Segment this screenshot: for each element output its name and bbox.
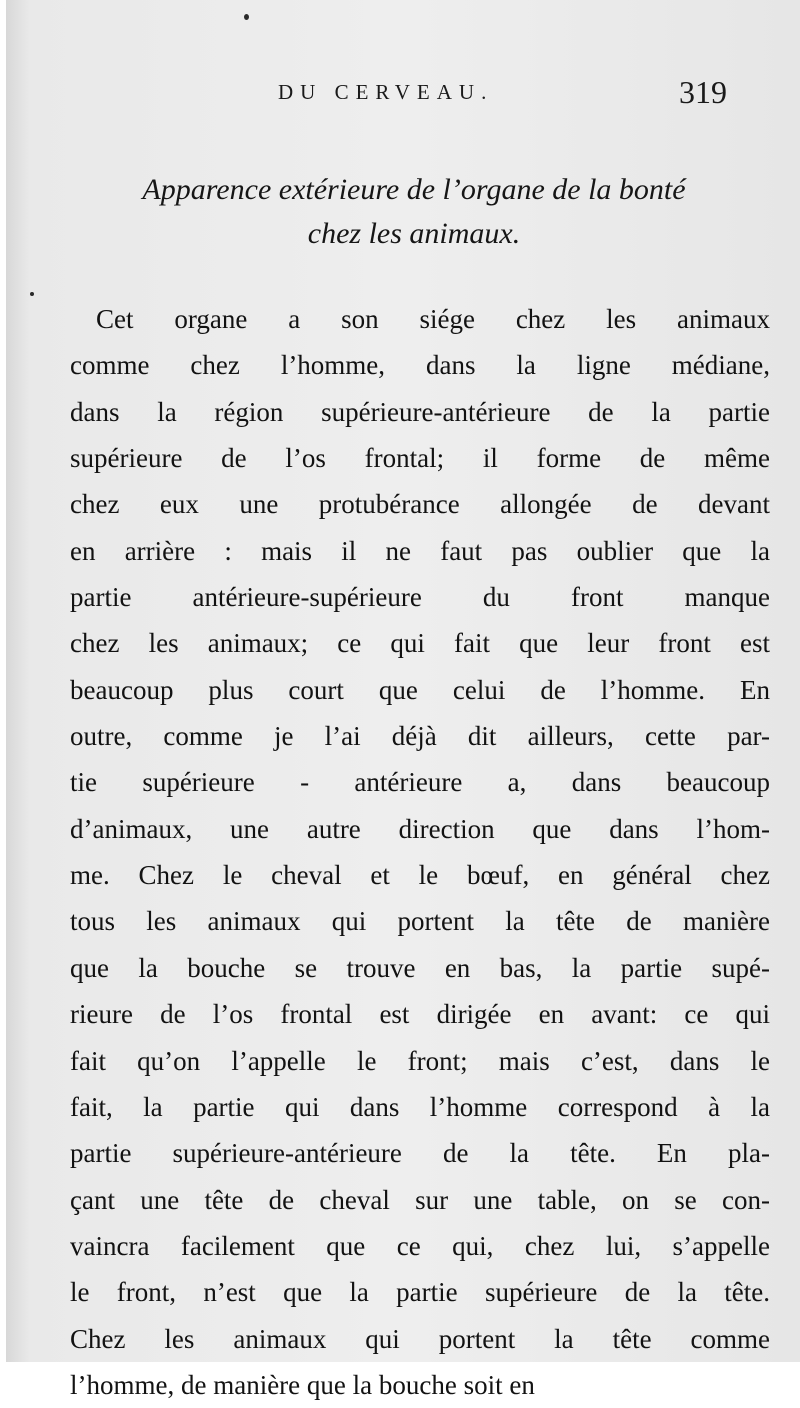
text-line-9: beaucoup plus court que celui de l’homme. En bbox=[70, 674, 770, 705]
text-line-11: tie supérieure - antérieure a, dans beaucoup bbox=[70, 767, 770, 798]
text-line-14: tous les animaux qui portent la tête de manière bbox=[70, 906, 770, 937]
section-title bbox=[64, 168, 764, 256]
text-line-16: rieure de l’os frontal est dirigée en avant: ce qui bbox=[70, 999, 770, 1030]
text-line-3: dans la région supérieure-antérieure de la partie bbox=[70, 396, 770, 427]
running-title: DU CERVEAU. bbox=[278, 80, 494, 104]
text-line-10: outre, comme je l’ai déjà dit ailleurs, cette par- bbox=[70, 721, 770, 752]
text-line-6: en arrière : mais il ne faut pas oublier que la bbox=[70, 535, 770, 566]
text-line-15: que la bouche se trouve en bas, la partie supé- bbox=[70, 952, 770, 983]
text-line-13: me. Chez le cheval et le bœuf, en général chez bbox=[70, 860, 770, 891]
book-page bbox=[6, 0, 800, 1400]
text-line-4: supérieure de l’os frontal; il forme de même bbox=[70, 443, 770, 474]
page-number: 319 bbox=[679, 74, 727, 110]
text-line-7: partie antérieure-supérieure du front manque bbox=[70, 582, 770, 613]
section-title-line-2: chez les animaux. bbox=[307, 217, 521, 250]
ink-speck bbox=[30, 292, 34, 296]
text-line-1: Cet organe a son siége chez les animaux bbox=[96, 304, 770, 334]
text-line-20: çant une tête de cheval sur une table, on se con- bbox=[70, 1184, 770, 1215]
running-head bbox=[6, 74, 800, 118]
text-line-24: l’homme, de manière que la bouche soit en bbox=[70, 1369, 535, 1400]
text-line-12: d’animaux, une autre direction que dans l’hom- bbox=[70, 813, 770, 844]
ink-speck bbox=[244, 14, 249, 20]
text-line-19: partie supérieure-antérieure de la tête. En pla- bbox=[70, 1138, 770, 1169]
text-line-2: comme chez l’homme, dans la ligne médiane, bbox=[70, 350, 770, 381]
text-line-22: le front, n’est que la partie supérieure de la tête. bbox=[70, 1277, 770, 1308]
section-title-line-1: Apparence extérieure de l’organe de la bonté bbox=[142, 173, 686, 206]
text-line-8: chez les animaux; ce qui fait que leur front est bbox=[70, 628, 770, 659]
text-line-5: chez eux une protubérance allongée de devant bbox=[70, 489, 770, 520]
text-line-23: Chez les animaux qui portent la tête comme bbox=[70, 1323, 770, 1354]
text-line-21: vaincra facilement que ce qui, chez lui, s’appelle bbox=[70, 1230, 770, 1261]
text-line-17: fait qu’on l’appelle le front; mais c’est, dans le bbox=[70, 1045, 770, 1076]
text-line-18: fait, la partie qui dans l’homme correspond à la bbox=[70, 1091, 770, 1122]
body-text bbox=[70, 296, 770, 1408]
